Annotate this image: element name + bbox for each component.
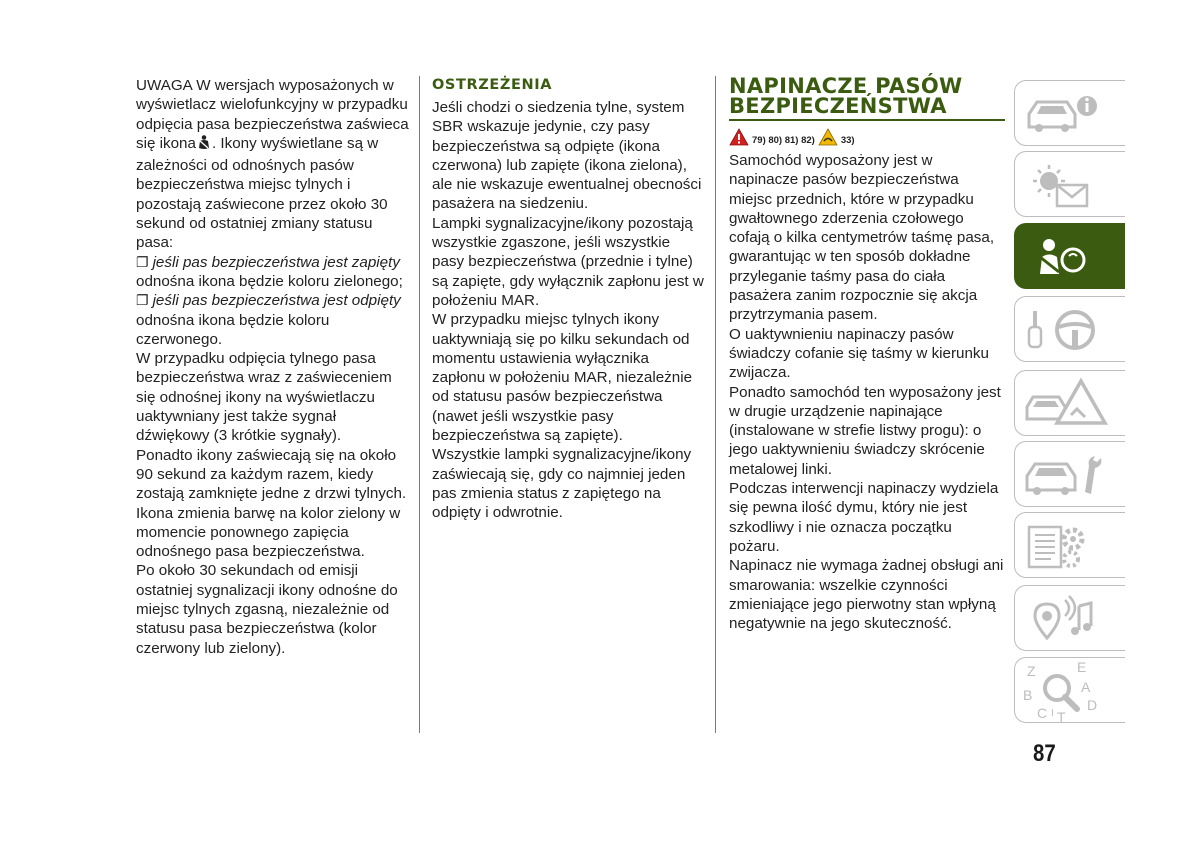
paragraph: Ikona zmienia barwę na kolor zielony w momencie ponownego zapięcia odnośnego pasa bezpieczeństwa. <box>136 504 401 561</box>
paragraph: Po około 30 sekundach od emisji ostatniej sygnalizacji ikony odnośne do miejsc tylnych zgasną, niezależnie od statusu pasa bezpieczeństwa (kolor czerwony lub zielony). <box>136 562 398 657</box>
column-divider <box>715 76 716 733</box>
bullet-box-icon: ❐ <box>136 253 149 270</box>
warning-triangle-icon <box>729 128 749 153</box>
caution-references: 33) <box>840 135 855 147</box>
paragraph: Samochód wyposażony jest w napinacze pasów bezpieczeństwa miejsc przednich, które w przypadku gwałtownego zderzenia czołowego cofają o kilka centymetrów taśmę pasa, gwarantując w ten sposób dokładne przyleganie taśmy pasa do ciała pasażera zanim rozpocznie się akcja przytrzymania pasem. <box>729 152 995 324</box>
index-letter: C <box>1037 705 1048 721</box>
list-item <box>136 253 412 272</box>
list-item <box>136 291 412 310</box>
car-info-icon <box>1015 81 1126 147</box>
caution-triangle-icon <box>818 128 838 153</box>
car-wrench-icon <box>1015 442 1126 508</box>
chapter-tab-emergency[interactable] <box>1014 370 1125 436</box>
paragraph: Podczas interwencji napinaczy wydziela się pewna ilość dymu, który nie jest szkodliwy i nie oznacza początku pożaru. <box>729 480 999 555</box>
list-item-condition: jeśli pas bezpieczeństwa jest odpięty <box>152 292 401 310</box>
index-letter: A <box>1081 679 1091 695</box>
index-letter: E <box>1077 659 1087 675</box>
index-letter: B <box>1023 687 1033 703</box>
paragraph: Napinacz nie wymaga żadnej obsługi ani smarowania: wszelkie czynności zmieniające jego pierwotny stan wpłyną negatywnie na jego skuteczność. <box>729 557 1004 633</box>
paragraph <box>136 76 412 253</box>
column-divider <box>419 76 420 733</box>
page-number: 87 <box>1033 740 1056 767</box>
section-title: NAPINACZE PASÓW BEZPIECZEŃSTWA <box>729 76 1005 121</box>
chapter-tab-multimedia[interactable] <box>1014 585 1125 651</box>
index-letter: Z <box>1027 663 1036 679</box>
paragraph: O uaktywnieniu napinaczy pasów świadczy cofanie się taśmy w kierunku zwijacza. <box>729 325 989 382</box>
list-item-condition: jeśli pas bezpieczeństwa jest zapięty <box>152 253 400 271</box>
paragraph: Ponadto ikony zaświecają się na około 90 sekund za każdym razem, kiedy zostają zamknięte jedne z drzwi tylnych. <box>136 446 407 503</box>
index-letter: D <box>1087 697 1098 713</box>
references-row <box>729 131 1005 151</box>
car-warning-icon <box>1015 371 1126 437</box>
bullet-box-icon: ❐ <box>136 292 149 309</box>
paragraph: W przypadku odpięcia tylnego pasa bezpieczeństwa wraz z zaświeceniem się odnośnej ikony na wyświetlaczu uaktywniany jest także sygnał dźwiękowy (3 krótkie sygnały). <box>136 350 392 445</box>
text: . Ikony wyświetlane są w zależności od odnośnych pasów bezpieczeństwa miejsc tylnych i pozostają zaświecone przez około 30 sekund od ostatniej zmiany statusu pasa: <box>136 134 388 252</box>
chapter-tab-maintenance[interactable] <box>1014 441 1125 507</box>
seatbelt-person-icon <box>198 135 210 156</box>
paragraph: Ponadto samochód ten wyposażony jest w drugie urządzenie napinające (instalowane w strefie listwy progu): o jego uaktywnieniu świadczy skrócenie metalowej linki. <box>729 383 1001 478</box>
paragraph: Lampki sygnalizacyjne/ikony pozostają wszystkie zgaszone, jeśli wszystkie pasy bezpieczeństwa (przednie i tylne) są zapięte, gdy wyłącznik zapłonu jest w położeniu MAR. <box>432 214 704 309</box>
text-column-3 <box>729 76 1005 633</box>
chapter-tab-safety[interactable] <box>1014 223 1125 289</box>
warnings-heading: OSTRZEŻENIA <box>432 77 553 93</box>
specs-gears-icon <box>1015 513 1126 579</box>
chapter-tab-starting[interactable] <box>1014 296 1125 362</box>
list-item-result: odnośna ikona będzie koloru czerwonego. <box>136 311 330 348</box>
chapter-tab-specifications[interactable] <box>1014 512 1125 578</box>
paragraph: W przypadku miejsc tylnych ikony uaktywniają się po kilku sekundach od momentu ustawienia wyłącznika zapłonu w położeniu MAR, niezależnie od statusu pasów bezpieczeństwa (nawet jeśli wszystkie pasy bezpieczeństwa są zapięte). <box>432 311 693 445</box>
chapter-tab-lights[interactable] <box>1014 151 1125 217</box>
index-letter: T <box>1057 709 1066 724</box>
chapter-tab-dashboard[interactable] <box>1014 80 1125 146</box>
lights-message-icon <box>1015 152 1126 218</box>
seatbelt-airbag-icon <box>1015 224 1126 290</box>
list-item-result: odnośna ikona będzie koloru zielonego; <box>136 272 403 290</box>
paragraph: Wszystkie lampki sygnalizacyjne/ikony zaświecają się, gdy co najmniej jeden pas zmienia status z zapiętego na odpięty i odwrotnie. <box>432 446 692 522</box>
text-column-2 <box>432 76 704 523</box>
index-letter: I <box>1051 708 1054 719</box>
paragraph: Jeśli chodzi o siedzenia tylne, system SBR wskazuje jedynie, czy pasy bezpieczeństwa są odpięte (ikona czerwona) lub zapięte (ikona zielona), ale nie wskazuje ewentualnej obecności pasażera na siedzeniu. <box>432 99 702 213</box>
index-search-icon <box>1015 658 1126 724</box>
multimedia-icon <box>1015 586 1126 652</box>
chapter-tab-index[interactable] <box>1014 657 1125 723</box>
text: UWAGA W wersjach wyposażonych w wyświetlacz wielofunkcyjny w przypadku odpięcia pasa bezpieczeństwa zaświeca się ikona <box>136 77 409 152</box>
text-column-1 <box>136 76 412 658</box>
warning-references: 79) 80) 81) 82) <box>752 135 815 147</box>
key-steering-icon <box>1015 297 1126 363</box>
